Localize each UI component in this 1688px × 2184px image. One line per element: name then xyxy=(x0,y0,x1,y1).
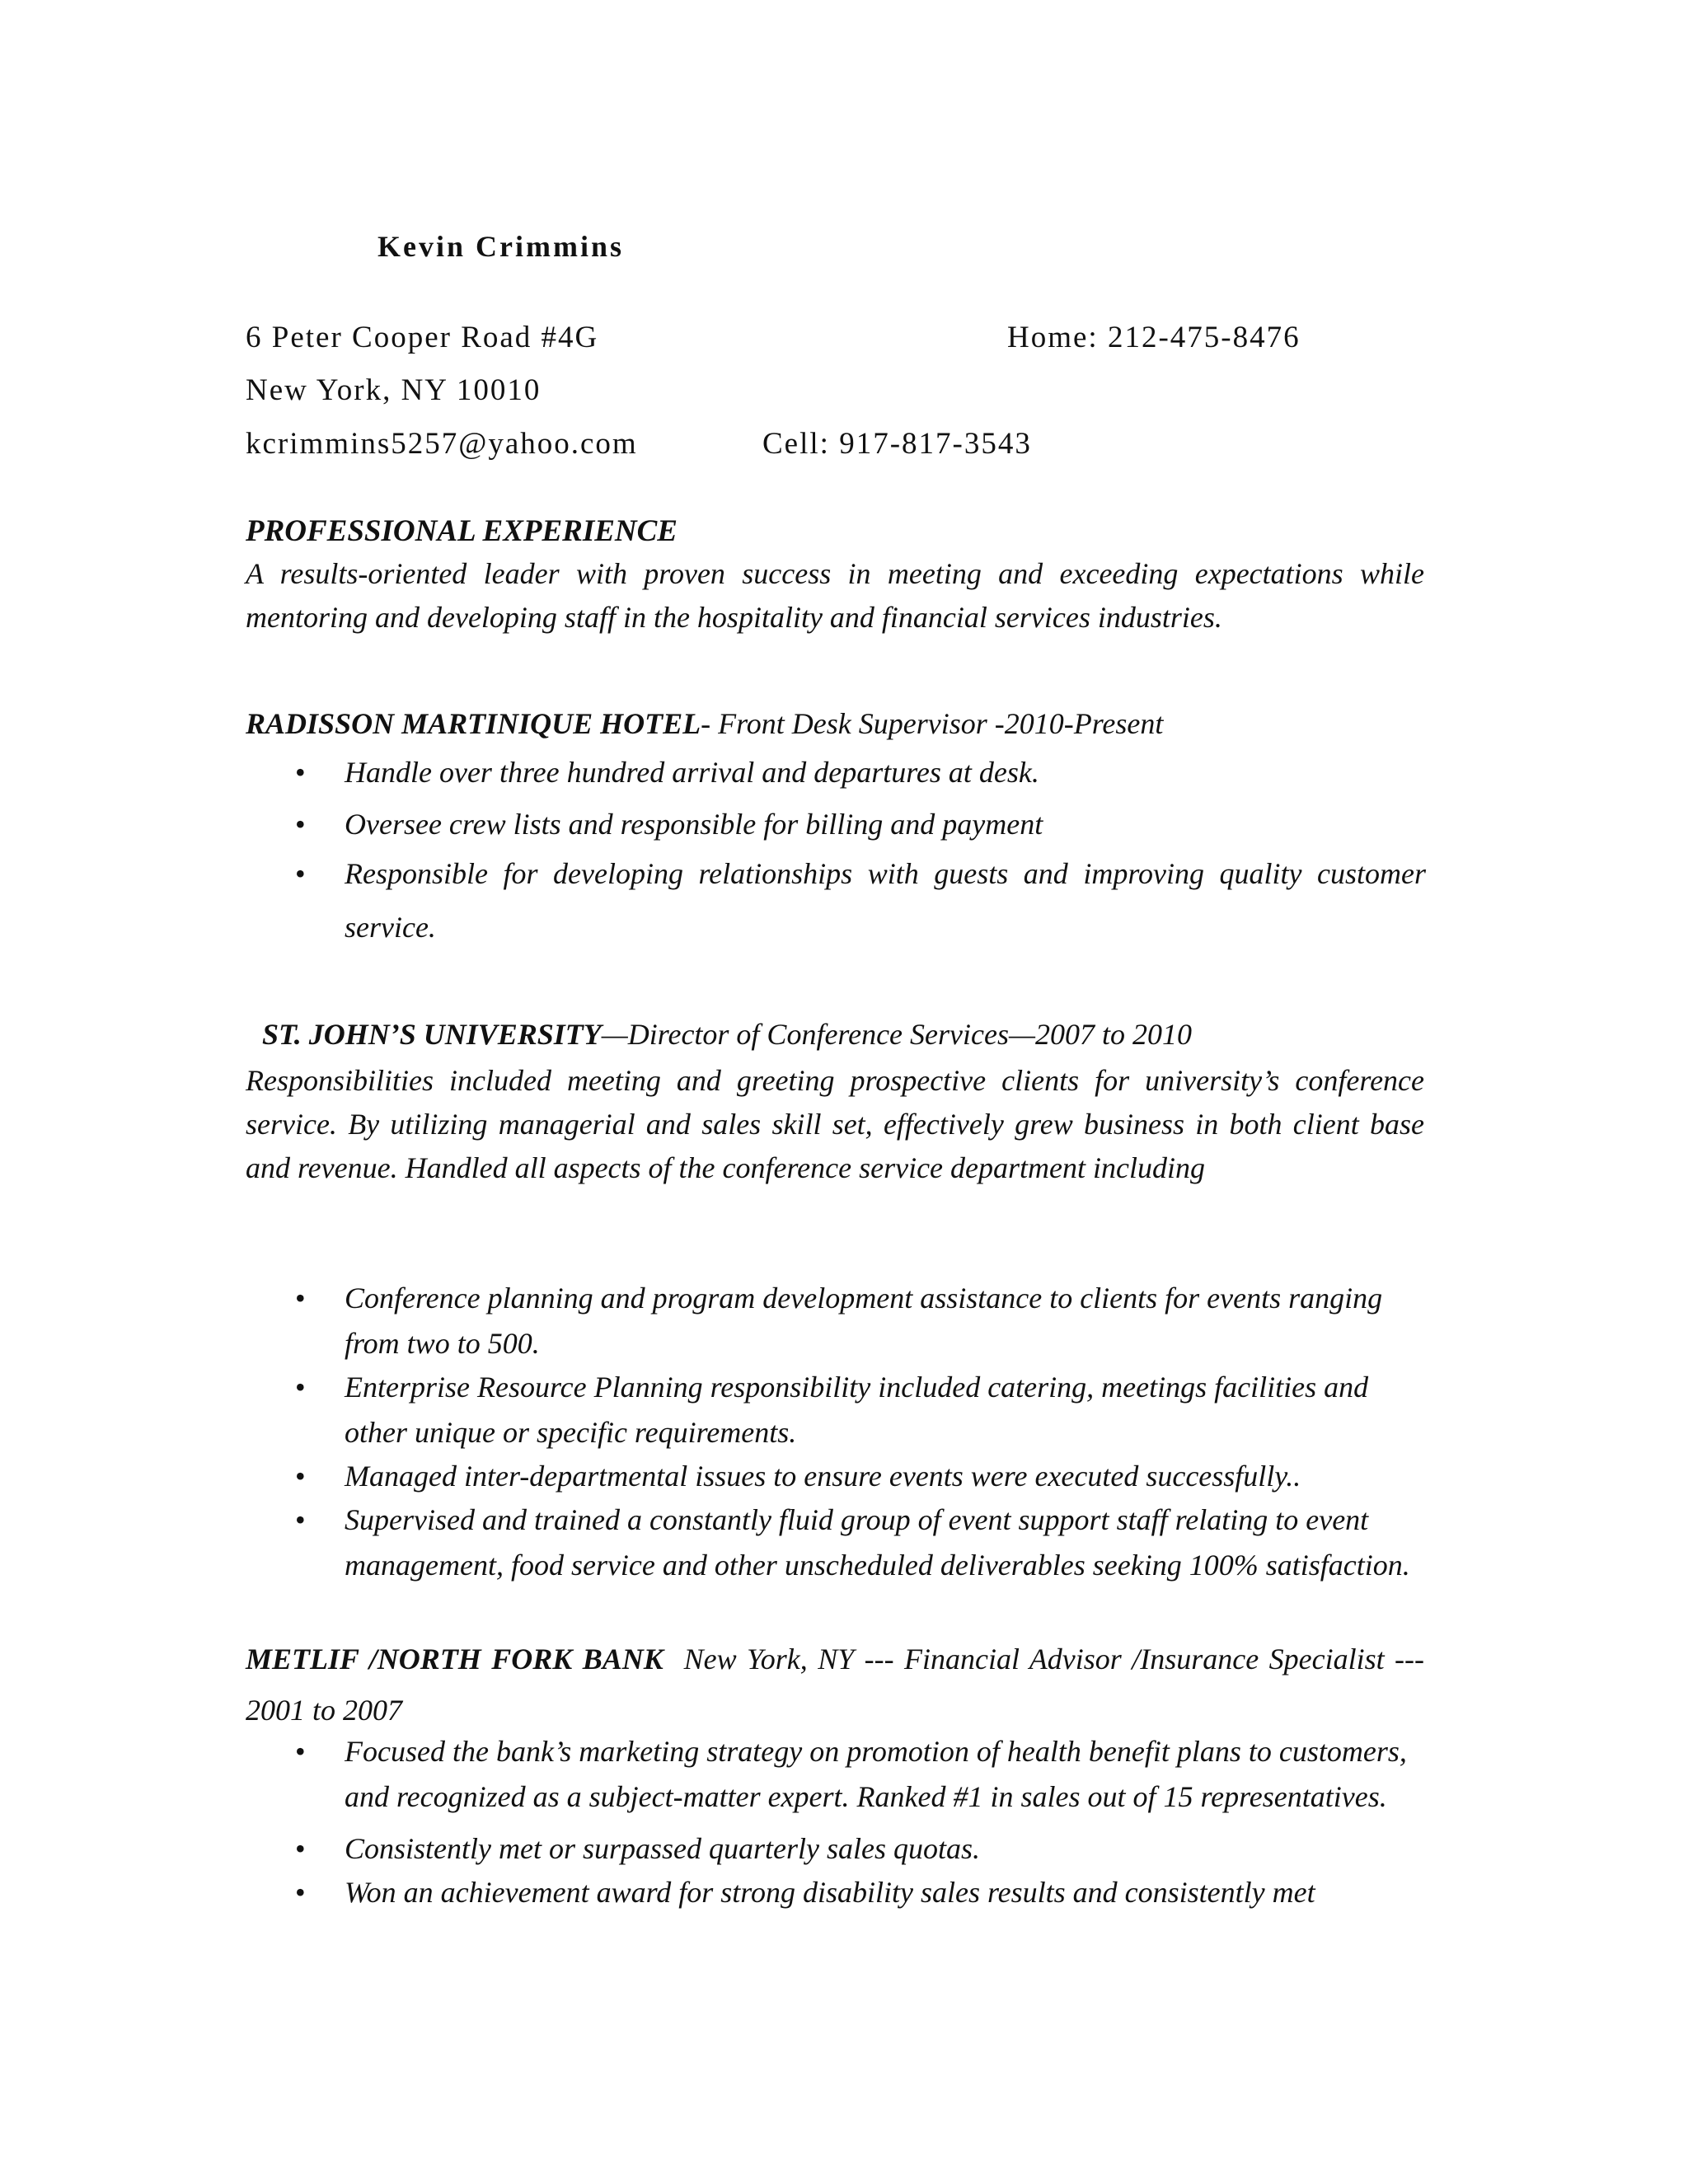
address-line-2: New York, NY 10010 xyxy=(246,373,542,407)
bullet-icon: • xyxy=(295,1282,306,1315)
job-bullets xyxy=(246,755,1426,954)
job-title: New York, NY --- Financial Advisor /Insurance Specialist --- 2001 to 2007 xyxy=(246,1643,1425,1727)
job-heading xyxy=(246,706,1163,741)
bullet-icon: • xyxy=(295,1371,306,1404)
home-phone: Home: 212-475-8476 xyxy=(1007,321,1301,354)
list-item: • Supervised and trained a constantly fluid group of event support staff relating to event management, food service and other unscheduled deliverables seeking 100% satisfaction. xyxy=(246,1497,1426,1588)
job-heading xyxy=(246,1633,1424,1736)
list-item: • Oversee crew lists and responsible for billing and payment xyxy=(295,808,1043,841)
list-item: • Responsible for developing relationships with guests and improving quality customer service. xyxy=(246,847,1426,954)
job-heading xyxy=(262,1017,1192,1052)
bullet-icon: • xyxy=(295,1876,306,1909)
address-line-1: 6 Peter Cooper Road #4G xyxy=(246,321,599,354)
bullet-icon: • xyxy=(295,756,306,789)
company-name: ST. JOHN’S UNIVERSITY xyxy=(262,1018,602,1051)
experience-summary: A results-oriented leader with proven success in meeting and exceeding expectations while mentoring and developing staff in the hospitality and financial services industries. xyxy=(246,557,1424,634)
list-item: • Consistently met or surpassed quarterly sales quotas. xyxy=(246,1826,1426,1872)
company-name: METLIF /NORTH FORK BANK xyxy=(246,1643,663,1675)
section-heading-experience: PROFESSIONAL EXPERIENCE xyxy=(246,514,678,548)
bullet-icon: • xyxy=(295,808,306,841)
list-item: • Won an achievement award for strong disability sales results and consistently met xyxy=(246,1870,1426,1915)
company-name: RADISSON MARTINIQUE HOTEL xyxy=(246,707,701,740)
bullet-icon: • xyxy=(295,1503,306,1536)
cell-phone: Cell: 917-817-3543 xyxy=(762,427,1032,461)
job-title: - Front Desk Supervisor -2010-Present xyxy=(701,707,1164,740)
job-bullets xyxy=(246,1276,1426,1588)
list-item: • Managed inter-departmental issues to ensure events were executed successfully.. xyxy=(246,1454,1426,1499)
list-item: • Handle over three hundred arrival and departures at desk. xyxy=(295,756,1039,789)
bullet-icon: • xyxy=(295,1832,306,1865)
list-item: • Conference planning and program development assistance to clients for events ranging from two to 500. xyxy=(246,1276,1426,1366)
bullet-icon: • xyxy=(295,1735,306,1768)
list-item: • Focused the bank’s marketing strategy on promotion of health benefit plans to customers, and recognized as a subject-matter expert. Ranked #1 in sales out of 15 representatives. xyxy=(246,1729,1426,1820)
resume-name: Kevin Crimmins xyxy=(377,230,624,263)
job-bullets xyxy=(246,1729,1426,1915)
email: kcrimmins5257@yahoo.com xyxy=(246,427,638,461)
job-title: —Director of Conference Services—2007 to 2010 xyxy=(601,1018,1192,1051)
job-description: Responsibilities included meeting and greeting prospective clients for university’s conference service. By utilizing managerial and sales skill set, effectively grew business in both client base and revenue. Handled all aspects of the conference service department including xyxy=(246,1064,1424,1184)
bullet-icon: • xyxy=(295,857,306,890)
list-item: • Enterprise Resource Planning responsibility included catering, meetings facilities and other unique or specific requirements. xyxy=(246,1365,1426,1455)
bullet-icon: • xyxy=(295,1460,306,1493)
